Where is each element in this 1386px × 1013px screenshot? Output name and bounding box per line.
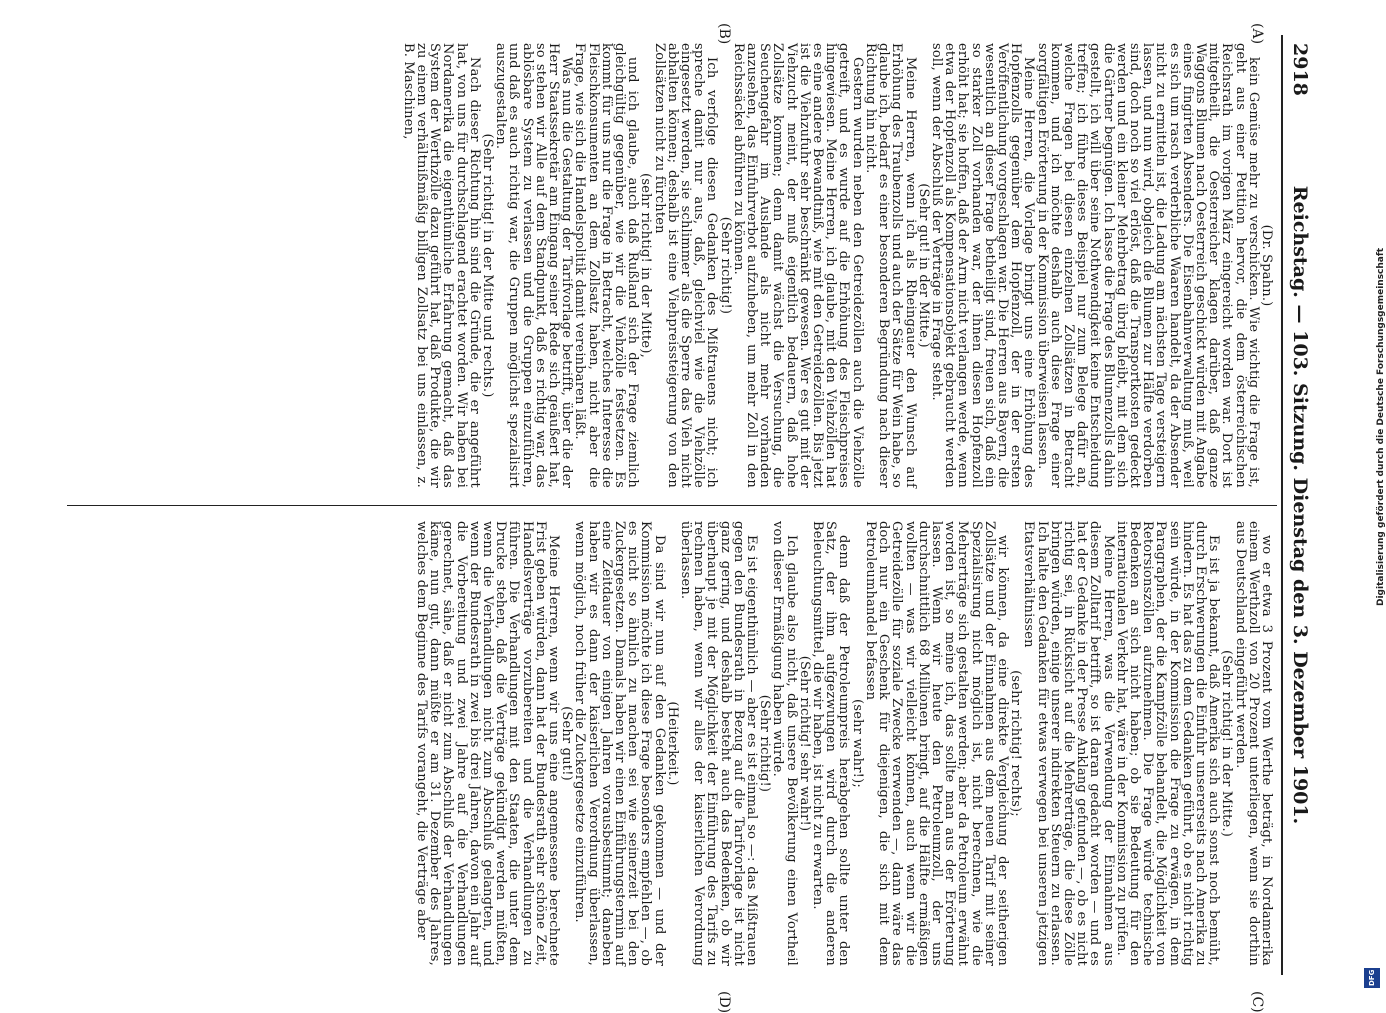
paragraph: Meine Herren, die Vorlage bringt uns eine Erhöhung des Hopfenzolls gegenüber dem Hopfenzoll, der in der ersten Veröffentlichung vorgeschlagen war. Die Herren aus Bayern, die wesentlich an dieser Frage betheiligt sind, freuen sich, daß ein so starker Zoll vorhanden war, der ihnen diesen Hopfenzoll erhöht hat; sie hoffen, daß der Arm nicht verlangen werde, wenn etwa der Hopfenzoll als Kompensationsobjekt gebraucht werden soll, wenn der Abschluß der Verträge in Frage steht. xyxy=(928,43,1037,488)
paragraph: Was nun die Gestaltung der Tarifvorlage betrifft, über die der Herr Staatssekretär am Eingang seiner Rede sich geäußert hat, so stehen wir Alle auf dem Standpunkt, daß es richtig war, das ablösbare System zu verlassen und die Gruppen einzuführen, und daß es auch richtig war, die Gruppen möglichst spezialisirt auszugestalten. xyxy=(493,43,575,488)
paragraph: Meine Herren, wenn ich als Rheingauer den Wunsch auf Erhöhung des Traubenzolls und auch der Sätze für Wein habe, so glaube ich, bedarf es einer besonderen Begründung nach dieser Richtung hin nicht. xyxy=(862,43,918,488)
margin-mark-d: (D) xyxy=(716,991,732,1013)
paragraph: Da sind wir nun auf den Gedanken gekommen — und der Kommission möchte ich diese Frage besonders empfehlen —, ob es nicht so ähnlich zu machen sei wie seinerzeit bei den Zuckergesetzen. Damals haben wir einen Einführungstermin auf eine Zeitdauer von einigen Jahren vorausbestimmt; daneben haben wir es dann der kaiserlichen Verordnung überlassen, wenn möglich, noch früher die Zuckergesetze einzuführen. xyxy=(572,521,667,966)
right-column xyxy=(415,521,1273,966)
paragraph: wo er etwa 3 Prozent vom Werthe beträgt, in Nordamerika einem Werthzoll von 20 Prozent unterliegen, wenn sie dorthin aus Deutschland eingeführt werden. xyxy=(1232,521,1274,966)
paragraph: wir können, da eine direkte Vergleichung der seitherigen Zollsätze und der Einnahmen aus dem neuen Tarif mit seiner Spezialisirung nicht möglich ist, nicht berechnen, wie die Mehrerträge sich gestalten werden; aber da Petroleum erwähnt worden ist, so meine ich, das sollte man aus der Erörterung lassen. Wenn wir heute den Petroleumzoll, der uns durchschnittlich 68 Millionen bringt, auf die Hälfte ermäßigen wollten — was wir vielleicht können, auch wenn wir die Getreidezölle für soziale Zwecke verwenden —, dann wäre das doch nur ein Geschenk für diejenigen, die sich mit dem Petroleumhandel befassen xyxy=(862,521,1010,966)
paragraph: Es ist eigenthümlich — aber es ist einmal so —: das Mißtrauen gegen den Bundesrath in Bezug auf die Tarifvorlage ist nicht ganz gering, und deshalb besteht auch das Bedenken, ob wir überhaupt je mit der Möglichkeit der Einführung des Tarifs zu rechnen haben, wenn wir alles der kaiserlichen Verordnung überlassen. xyxy=(678,521,760,966)
paragraph: Meine Herren, wenn wir uns eine angemessene berechnete Frist geben würden, dann hat der Bundesrath sehr schöne Zeit, Handelsverträge vorzubereiten und die Verhandlungen zu führen. Die Verhandlungen mit den Staaten, die unter dem Drucke stehen, daß die Verträge gekündigt werden müßten, wenn die Verhandlungen nicht zum Abschluß gelangten, und wenn der Bundesrath in zwei bis drei Jahren, davon ein Jahr auf die Vorbereitung und zwei Jahre auf die Verhandlungen gerechnet, sähe, daß er nicht zum Abschluß der Verhandlungen käme, nun gut, dann müßte er am 31. Dezember des Jahres, welches dem Beginne des Tarifs vorangeht, die Verträge aber xyxy=(414,521,562,966)
paragraph: Nach dieser Richtung hin sind die Gründe, die er angeführt hat, von uns für durchschlagend erachtet worden. Wir haben bei Nordamerika die eigenthümliche Erfahrung gemacht, daß das System der Werthzölle dazu geführt hat, daß Produkte, die wir zu einem verhältnißmäßig billigen Zollsatz bei uns einlassen, z. B. Maschinen, xyxy=(400,43,482,488)
rotated-document-page xyxy=(47,23,1317,1013)
interjection: (Sehr richtig! sehr wahr!) xyxy=(796,655,812,832)
interjection: (sehr wahr!); xyxy=(849,699,865,788)
column-divider xyxy=(67,505,1277,506)
interjection: (Sehr richtig! in der Mitte und rechts.) xyxy=(480,133,496,398)
dfg-logo-icon: DFG xyxy=(1364,968,1380,988)
speaker-label: (Dr. Spahn.) xyxy=(1259,224,1274,307)
interjection: (Heiterkeit.) xyxy=(664,701,680,786)
interjection: (Sehr richtig!) xyxy=(717,216,733,315)
paragraph: Gestern wurden neben den Getreidezöllen auch die Viehzölle getreift, und es wurde auf die Erhöhung des Fleischpreises hingewiesen. Meine Herren, ich glaube, mit den Viehzöllen hat es eine andere Bewandtniß, wie mit den Getreidezöllen. Bis jetzt ist die Viehzufuhr sehr beschränkt gewesen. Wer es gut mit der Viehzucht meint, der muß eigentlich bedauern, daß hohe Zollsätze kommen; denn damit wächst die Versuchung, die Seuchengefahr im Auslande als nicht mehr vorhanden anzusehen, das Einfuhrverbot aufzuheben, um mehr Zoll in den Reichssäckel abführen zu können. xyxy=(730,43,865,488)
running-title: Reichstag. — 103. Sitzung. Dienstag den 3. Dezember 1901. xyxy=(1289,185,1311,825)
interjection: (Sehr richtig!) xyxy=(757,694,773,793)
digitization-sidebar xyxy=(1362,0,1386,1000)
interjection: (Sehr richtig! in der Mitte.) xyxy=(1219,649,1235,838)
left-column xyxy=(402,43,1273,488)
paragraph: Meine Herren, was die Verwendung der Einnahmen aus diesem Zolltarif betrifft, so ist daran gedacht worden — und es hat der Gedanke in der Presse Anklang gefunden —, ob es nicht richtig sei, in Rücksicht auf die Mehrerträge, die diese Zölle bringen würden, einige unserer indirekten Steuern zu erlassen. Ich halte den Gedanken für etwas verwegen bei unseren jetzigen Etatsverhältnissen xyxy=(1021,521,1116,966)
interjection: (Sehr gut!) xyxy=(559,706,575,781)
paragraph: Ich glaube also nicht, daß unsere Bevölkerung einen Vortheil von dieser Ermäßigung haben würde. xyxy=(770,521,799,966)
paragraph: kein Gemüse mehr zu verschicken. Wie wichtig die Frage ist, geht aus einer Petition hervor, die dem österreichischen Reichsrath im vorigen März eingereicht worden war. Dort ist mitgetheilt, die Oesterreicher klagen darüber, daß ganze Waggons Blumen nach Oesterreich geschickt würden mit Angabe eines fingirten Absenders. Die Eisenbahnverwaltung muß, weil es sich um rasch verderbliche Waaren handelt, da der Absender nicht zu ermitteln ist, die Ladung am nächsten Tage versteigern lassen, und nun wird, obgleich die Blumen zur Hälfte verdorben sind, doch noch so viel erlöst, daß die Transportkosten gedeckt werden und ein kleiner Mehrbetrag übrig bleibt, mit dem sich die Gärtner begnügen. Ich lasse die Frage des Blumenzolls dahin gestellt, ich will über seine Nothwendigkeit keine Entscheidung treffen; ich führe dieses Beispiel nur zum Belege dafür an, welche Fragen bei diesen einzelnen Zollsätzen in Betracht kommen, und ich möchte deshalb auch diese Frage einer sorgfältigen Erörterung in der Kommission überweisen lassen. xyxy=(1034,43,1261,488)
page-number: 2918 xyxy=(1289,43,1311,96)
paragraph: und ich glaube, auch daß Rußland sich der Frage ziemlich gleichgültig gegenüber, wie wir die Viehzölle festsetzen. Es kommt für uns nur die Frage in Betracht, welches Interesse die Fleischkonsumenten an dem Zollsatz haben, nicht aber die Frage, wie sich die Handelspolitik damit vereinbaren läßt. xyxy=(572,43,641,488)
paragraph: Es ist ja bekannt, daß Amerika sich auch sonst noch bemüht, durch Erschwerungen die Einfuhr unsererseits nach Amerika zu hindern. Es hat das zu dem Gedanken geführt, ob es nicht richtig sein würde, in der Kommission die Frage zu erwägen, in dem Paragraphen, der die Kampfzölle behandelt, die Möglichkeit von Retorsionszöllen aufzunehmen. Die Frage würde technische Bedenken an sich nicht haben; ob sie Bedeutung für den internationalen Verkehr hat, wäre in der Kommission zu prüfen. xyxy=(1113,521,1222,966)
page-header xyxy=(1283,25,1317,985)
interjection: (sehr richtig! rechts); xyxy=(1008,670,1024,817)
margin-mark-b: (B) xyxy=(716,23,732,45)
funding-credit: Digitalisierung gefördert durch die Deutsche Forschungsgemeinschaft xyxy=(1376,247,1386,606)
margin-mark-a: (A) xyxy=(1249,23,1265,45)
margin-mark-c: (C) xyxy=(1249,991,1265,1013)
header-rule xyxy=(1281,35,1283,975)
paragraph: Ich verfolge diesen Gedanken des Mißtrauens nicht; ich spreche damit nur aus, daß, gleichviel wie die Viehzölle eingesetzt werden, sie schlimmer als die Sperre das Vieh nicht abhalten können; deshalb ist eine Viehpreissteigerung von den Zollsätzen nicht zu fürchten xyxy=(651,43,720,488)
interjection: (sehr richtig! in der Mitte), xyxy=(638,173,654,358)
interjection: (Sehr gut! in der Mitte.) xyxy=(915,183,931,348)
paragraph: denn daß der Petroleumpreis herabgehen sollte unter den Satz, der ihm aufgezwungen wird durch die anderen Beleuchtungsmittel, die wir haben, ist nicht zu erwarten. xyxy=(810,521,852,966)
